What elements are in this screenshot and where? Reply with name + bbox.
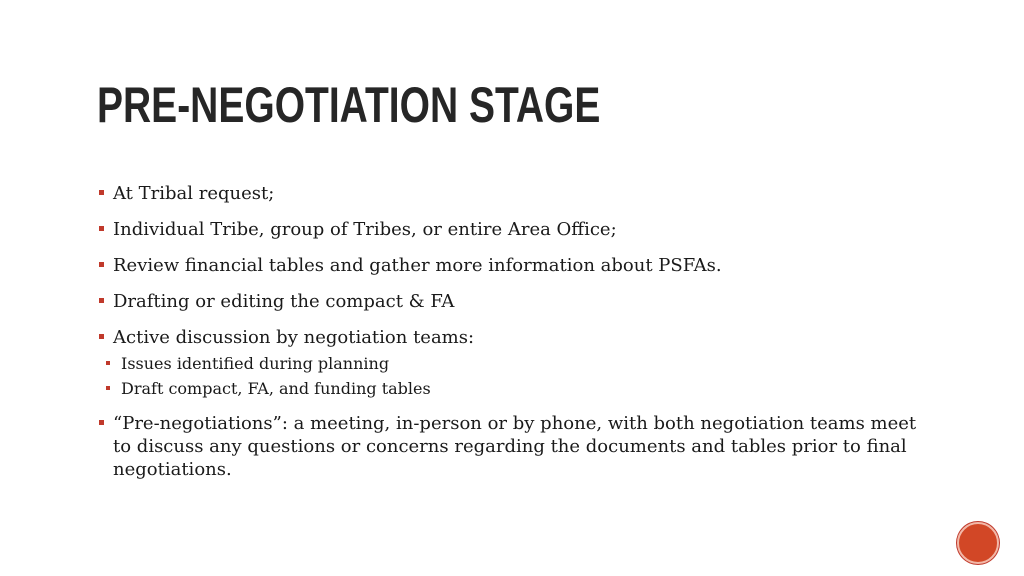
bullet-text: “Pre-negotiations”: a meeting, in-person or by phone, with both negotiation teams meet to discuss any questions or concerns regarding the documents and tables prior to final negotiations. bbox=[113, 413, 917, 480]
sub-bullet-list bbox=[98, 354, 938, 399]
sub-bullet-text: Draft compact, FA, and funding tables bbox=[121, 379, 431, 398]
bullet-item bbox=[98, 218, 938, 241]
bullet-item bbox=[98, 290, 938, 313]
bullet-text: Individual Tribe, group of Tribes, or entire Area Office; bbox=[113, 219, 617, 240]
sub-bullet-item bbox=[98, 354, 938, 374]
square-bullet-icon bbox=[99, 334, 104, 339]
sub-bullet-item bbox=[98, 379, 938, 399]
bullet-text: Active discussion by negotiation teams: bbox=[113, 327, 475, 348]
square-bullet-icon bbox=[106, 386, 110, 390]
square-bullet-icon bbox=[106, 361, 110, 365]
square-bullet-icon bbox=[99, 262, 104, 267]
sub-bullet-text: Issues identified during planning bbox=[121, 354, 390, 373]
slide-number-badge-icon bbox=[957, 522, 999, 564]
bullet-item bbox=[98, 254, 938, 277]
bullet-item bbox=[98, 182, 938, 205]
bullet-list bbox=[98, 182, 938, 494]
square-bullet-icon bbox=[99, 420, 104, 425]
bullet-item bbox=[98, 412, 938, 481]
bullet-text: At Tribal request; bbox=[113, 183, 275, 204]
bullet-text: Review financial tables and gather more information about PSFAs. bbox=[113, 255, 722, 276]
slide-title: PRE-NEGOTIATION STAGE bbox=[97, 77, 601, 133]
square-bullet-icon bbox=[99, 190, 104, 195]
bullet-text: Drafting or editing the compact & FA bbox=[113, 291, 455, 312]
square-bullet-icon bbox=[99, 226, 104, 231]
bullet-item bbox=[98, 326, 938, 349]
square-bullet-icon bbox=[99, 298, 104, 303]
